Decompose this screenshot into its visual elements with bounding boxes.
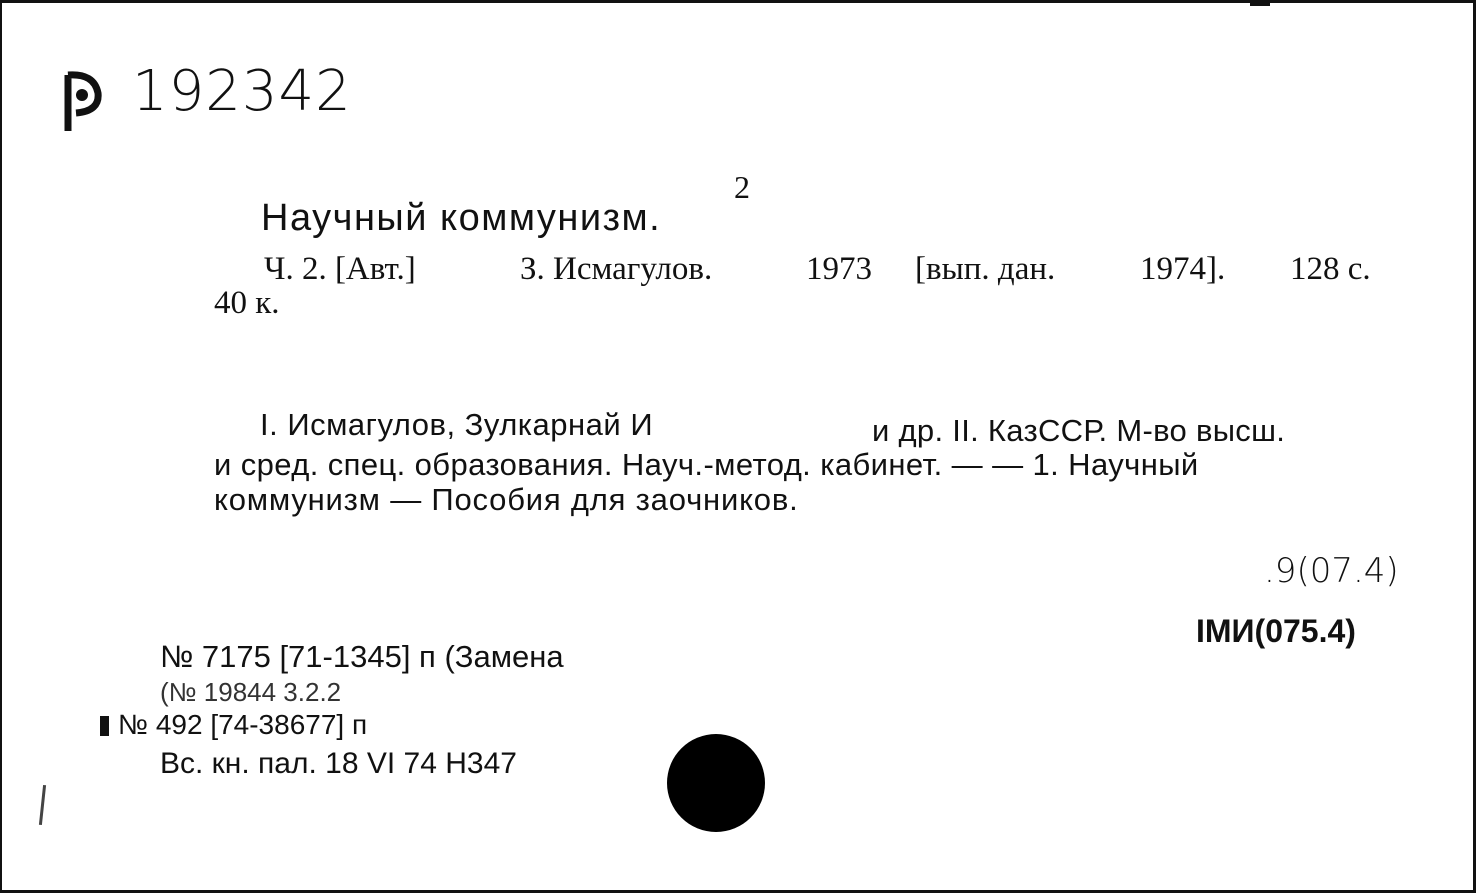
author-name: З. Исмагулов. (520, 251, 713, 287)
bullet-mark (100, 716, 109, 736)
library-stamp-icon (64, 69, 104, 135)
price: 40 к. (214, 285, 280, 321)
chamber-record: Вс. кн. пал. 18 VI 74 Н347 (160, 747, 517, 780)
subject-heading: коммунизм — Пособия для заочников. (214, 482, 799, 517)
page-number: 2 (734, 169, 750, 205)
page-count: 128 с. (1290, 251, 1371, 287)
order-number-3: № 492 [74-38677] п (118, 709, 368, 740)
classification-printed: IМИ(075.4) (1196, 613, 1356, 649)
punch-hole (667, 734, 765, 832)
added-entry-author: I. Исмагулов, Зулкарнай И (260, 407, 654, 442)
order-number-2: (№ 19844 3.2.2 (160, 677, 342, 707)
release-year: 1974]. (1140, 251, 1226, 287)
release-label: [вып. дан. (915, 251, 1056, 287)
margin-mark (39, 785, 46, 825)
record-title: Научный коммунизм. (261, 197, 662, 239)
edge-mark (1250, 3, 1270, 6)
inventory-number: 192342 (132, 59, 352, 124)
publication-year: 1973 (806, 251, 872, 287)
added-entry-org-cont: и сред. спец. образования. Науч.-метод. кабинет. — — 1. Научный (214, 447, 1199, 482)
order-number-1: № 7175 [71-1345] п (Замена (160, 639, 564, 674)
added-entry-org: и др. II. КазССР. М-во высш. (872, 413, 1286, 448)
part-author-label: Ч. 2. [Авт.] (264, 251, 416, 287)
classification-handwritten: .9(07.4) (1264, 551, 1399, 591)
